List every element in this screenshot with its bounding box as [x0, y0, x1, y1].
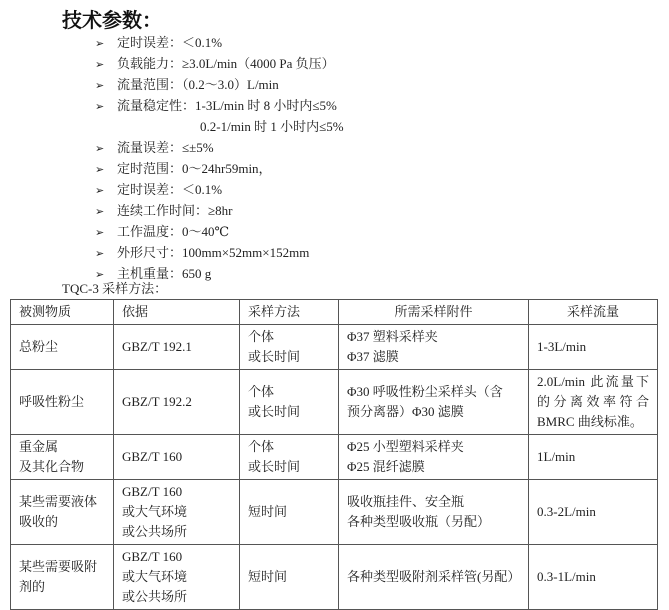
- cell-line: 各种类型吸收瓶（另配）: [347, 514, 491, 529]
- cell-line: 吸收的: [19, 514, 59, 529]
- table-row: [11, 435, 658, 480]
- cell-line: GBZ/T 192.1: [122, 339, 192, 354]
- cell-line: Φ30 呼吸性粉尘采样头（含: [347, 384, 503, 399]
- cell-line: 0.3-1L/min: [537, 569, 596, 584]
- cell-method: [240, 545, 339, 610]
- spec-item: [95, 179, 344, 200]
- spec-text: 负载能力：≥3.0L/min（4000 Pa 负压）: [117, 56, 335, 71]
- cell-line: 或长时间: [248, 404, 301, 419]
- cell-flow: [529, 480, 658, 545]
- arrow-bullet-icon: ➢: [95, 80, 105, 92]
- arrow-bullet-icon: ➢: [95, 185, 105, 197]
- spec-item: [95, 74, 344, 95]
- cell-line: BMRC 曲线标准。: [537, 414, 643, 429]
- cell-line: 的分离效率符合: [537, 394, 649, 409]
- cell-line: GBZ/T 160: [122, 549, 183, 564]
- arrow-bullet-icon: ➢: [95, 38, 105, 50]
- cell-line: 或公共场所: [122, 524, 188, 539]
- header-method: 采样方法: [240, 300, 339, 325]
- cell-line: Φ37 塑料采样夹: [347, 329, 438, 344]
- cell-line: 或大气环境: [122, 504, 188, 519]
- spec-item: [95, 32, 344, 53]
- cell-line: 总粉尘: [19, 339, 59, 354]
- cell-line: 短时间: [248, 504, 288, 519]
- spec-text: 主机重量：650 g: [117, 266, 212, 281]
- arrow-bullet-icon: ➢: [95, 164, 105, 176]
- cell-basis: [114, 325, 240, 370]
- cell-flow: [529, 435, 658, 480]
- spec-text: 流量误差：≤±5%: [117, 140, 214, 155]
- arrow-bullet-icon: ➢: [95, 269, 105, 281]
- cell-line: 个体: [248, 439, 275, 454]
- spec-item: [95, 200, 344, 221]
- cell-accessories: [339, 435, 529, 480]
- header-flow: 采样流量: [529, 300, 658, 325]
- cell-substance: [11, 435, 114, 480]
- spec-item: [95, 221, 344, 242]
- spec-item: [95, 137, 344, 158]
- cell-method: [240, 435, 339, 480]
- spec-item: [95, 95, 344, 116]
- cell-line: GBZ/T 160: [122, 449, 183, 464]
- cell-line: 呼吸性粉尘: [19, 394, 85, 409]
- section-title: 技术参数：: [62, 8, 162, 32]
- cell-basis: [114, 370, 240, 435]
- cell-line: 1-3L/min: [537, 339, 587, 354]
- cell-line: 重金属: [19, 439, 59, 454]
- spec-item: [95, 242, 344, 263]
- cell-flow: [529, 370, 658, 435]
- table-row: [11, 545, 658, 610]
- table-header-row: [11, 300, 658, 325]
- cell-line: 某些需要吸附: [19, 559, 98, 574]
- cell-line: Φ37 滤膜: [347, 349, 399, 364]
- cell-line: 预分离器）Φ30 滤膜: [347, 404, 464, 419]
- spec-list: [95, 32, 344, 284]
- cell-line: 0.3-2L/min: [537, 504, 596, 519]
- cell-method: [240, 370, 339, 435]
- cell-line: 短时间: [248, 569, 288, 584]
- cell-line: 个体: [248, 329, 275, 344]
- cell-line: GBZ/T 192.2: [122, 394, 192, 409]
- cell-line: 或长时间: [248, 459, 301, 474]
- cell-substance: [11, 370, 114, 435]
- cell-accessories: [339, 370, 529, 435]
- spec-text: 流量稳定性：1-3L/min 时 8 小时内≤5%: [117, 98, 337, 113]
- cell-line: 2.0L/min 此流量下: [537, 374, 649, 389]
- cell-line: Φ25 混纤滤膜: [347, 459, 425, 474]
- spec-text: 定时误差：＜0.1%: [117, 182, 223, 197]
- cell-substance: [11, 480, 114, 545]
- cell-flow: [529, 325, 658, 370]
- cell-substance: [11, 325, 114, 370]
- header-substance: 被测物质: [11, 300, 114, 325]
- arrow-bullet-icon: ➢: [95, 227, 105, 239]
- spec-item-continuation: 0.2-1/min 时 1 小时内≤5%: [200, 119, 344, 134]
- cell-method: [240, 325, 339, 370]
- cell-line: 某些需要液体: [19, 494, 98, 509]
- spec-item: [95, 158, 344, 179]
- cell-method: [240, 480, 339, 545]
- spec-text: 定时范围：0～24hr59min，: [117, 161, 272, 176]
- sampling-method-table: [10, 299, 658, 610]
- header-accessories: 所需采样附件: [339, 300, 529, 325]
- cell-accessories: [339, 480, 529, 545]
- cell-basis: [114, 545, 240, 610]
- arrow-bullet-icon: ➢: [95, 206, 105, 218]
- cell-line: 各种类型吸附剂采样管(另配）: [347, 569, 521, 584]
- table-row: [11, 370, 658, 435]
- spec-item: [95, 53, 344, 74]
- cell-substance: [11, 545, 114, 610]
- spec-text: 工作温度：0～40℃: [117, 224, 230, 239]
- cell-basis: [114, 435, 240, 480]
- table-row: [11, 480, 658, 545]
- cell-line: 剂的: [19, 579, 46, 594]
- spec-text: 连续工作时间：≥8hr: [117, 203, 233, 218]
- cell-line: 或大气环境: [122, 569, 188, 584]
- cell-line: 吸收瓶挂件、安全瓶: [347, 494, 465, 509]
- header-basis: 依据: [114, 300, 240, 325]
- cell-accessories: [339, 545, 529, 610]
- spec-text: 流量范围：（0.2～3.0）L/min: [117, 77, 279, 92]
- cell-accessories: [339, 325, 529, 370]
- arrow-bullet-icon: ➢: [95, 248, 105, 260]
- cell-line: 或长时间: [248, 349, 301, 364]
- table-row: [11, 325, 658, 370]
- cell-line: 1L/min: [537, 449, 576, 464]
- cell-line: Φ25 小型塑料采样夹: [347, 439, 464, 454]
- cell-line: 及其化合物: [19, 459, 85, 474]
- arrow-bullet-icon: ➢: [95, 59, 105, 71]
- cell-line: 或公共场所: [122, 589, 188, 604]
- arrow-bullet-icon: ➢: [95, 143, 105, 155]
- table-caption: TQC-3 采样方法：: [62, 281, 168, 296]
- cell-line: 个体: [248, 384, 275, 399]
- arrow-bullet-icon: ➢: [95, 101, 105, 113]
- cell-basis: [114, 480, 240, 545]
- spec-text: 外形尺寸：100mm×52mm×152mm: [117, 245, 310, 260]
- spec-text: 定时误差：＜0.1%: [117, 35, 223, 50]
- cell-flow: [529, 545, 658, 610]
- cell-line: GBZ/T 160: [122, 484, 183, 499]
